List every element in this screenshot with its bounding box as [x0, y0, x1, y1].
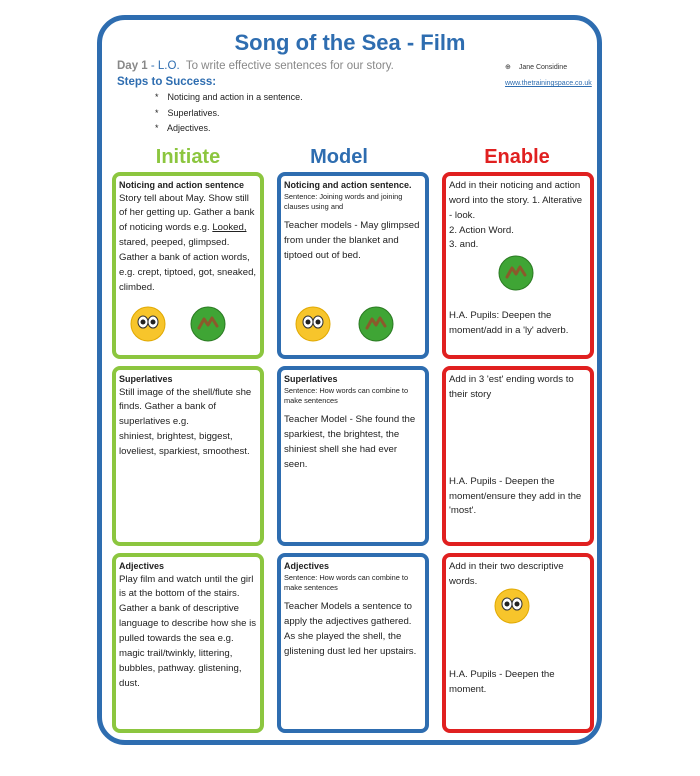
page-title: Song of the Sea - Film: [234, 30, 466, 55]
box-text: Story tell about May. Show still of her getting up. Gather a bank of noticing words e.g. Looked, stared, peeped, glimpsed. Gather a bank of action words, e.g. crept, tiptoed, got, sneaked, climbed.: [119, 192, 257, 293]
box-text: Add in their two descriptive words.: [449, 561, 564, 587]
day-label: Day 1: [117, 60, 148, 72]
step-item: * Superlatives.: [155, 107, 220, 118]
box-heading: Superlatives: [119, 374, 173, 384]
eyes-emoji-icon: [494, 588, 530, 624]
model-box-superlatives: [277, 366, 429, 546]
author: [505, 63, 567, 71]
box-text: Add in their noticing and action word into the story. 1. Alterative - look. 2. Action Word. 3. and.: [449, 180, 583, 251]
eyes-emoji-icon: [295, 306, 331, 342]
green-pencil-icon: [358, 306, 394, 342]
box-subtext: Sentence: How words can combine to make sentences: [284, 385, 409, 406]
asterisk-icon: *: [155, 123, 159, 133]
box-text-ha: H.A. Pupils: Deepen the moment/add in a 'ly' adverb.: [449, 310, 569, 337]
lesson-objective: [117, 60, 394, 72]
steps-title: Steps to Success:: [117, 76, 217, 88]
box-heading: Adjectives: [284, 561, 330, 571]
author-name: Jane Considine: [518, 64, 568, 71]
asterisk-icon: *: [155, 107, 159, 118]
box-heading: Noticing and action sentence.: [284, 180, 412, 190]
column-heading-model: Model: [310, 146, 368, 168]
green-pencil-icon: [190, 306, 226, 342]
box-subtext: Sentence: Joining words and joining clauses using and: [284, 191, 403, 212]
box-text: Still image of the shell/flute she finds. Gather a bank of superlatives e.g. shiniest, brightest, biggest, loveliest, sparkiest, smoothest.: [119, 386, 252, 458]
model-box-adjectives: [277, 553, 429, 733]
step-item: * Noticing and action in a sentence.: [155, 92, 303, 102]
lo-label: - L.O.: [150, 60, 180, 72]
box-text-ha: H.A. Pupils - Deepen the moment.: [449, 668, 555, 695]
box-text: Teacher Models a sentence to apply the adjectives gathered. As she played the shell, the glistening dust led her upstairs.: [284, 601, 417, 657]
box-text: Teacher models - May glimpsed from under the blanket and tiptoed out of bed.: [284, 220, 420, 261]
column-heading-initiate: Initiate: [155, 146, 221, 168]
box-text: Play film and watch until the girl is at the bottom of the stairs. Gather a bank of descriptive language to describe how she is pulled towards the sea e.g. magic trail/twinkly, littering, bubbles, pathway. glistening, dust.: [119, 573, 257, 689]
eyes-emoji-icon: [130, 306, 166, 342]
green-pencil-icon: [498, 255, 534, 291]
author-mark-icon: ⊕: [505, 64, 511, 71]
steps-list: [155, 92, 303, 139]
step-item: * Adjectives.: [155, 123, 211, 133]
box-text-ha: H.A. Pupils - Deepen the moment/ensure they add in the 'most'.: [449, 475, 582, 517]
enable-box-adjectives: [442, 553, 594, 733]
initiate-box-superlatives: [112, 366, 264, 546]
box-heading: Noticing and action sentence: [119, 180, 245, 190]
asterisk-icon: *: [155, 92, 159, 102]
enable-box-superlatives: [442, 366, 594, 546]
box-heading: Adjectives: [119, 561, 165, 571]
initiate-box-adjectives: [112, 553, 264, 733]
website-link[interactable]: www.thetrainingspace.co.uk: [505, 80, 592, 87]
lo-text: To write effective sentences for our story.: [185, 60, 394, 72]
box-subtext: Sentence: How words can combine to make sentences: [284, 572, 409, 593]
column-heading-enable: Enable: [484, 146, 550, 168]
box-text: Add in 3 'est' ending words to their story: [449, 374, 574, 400]
box-text: Teacher Model - She found the sparkiest, the brightest, the shiniest shell she had ever seen.: [284, 414, 416, 470]
box-heading: Superlatives: [284, 374, 338, 384]
